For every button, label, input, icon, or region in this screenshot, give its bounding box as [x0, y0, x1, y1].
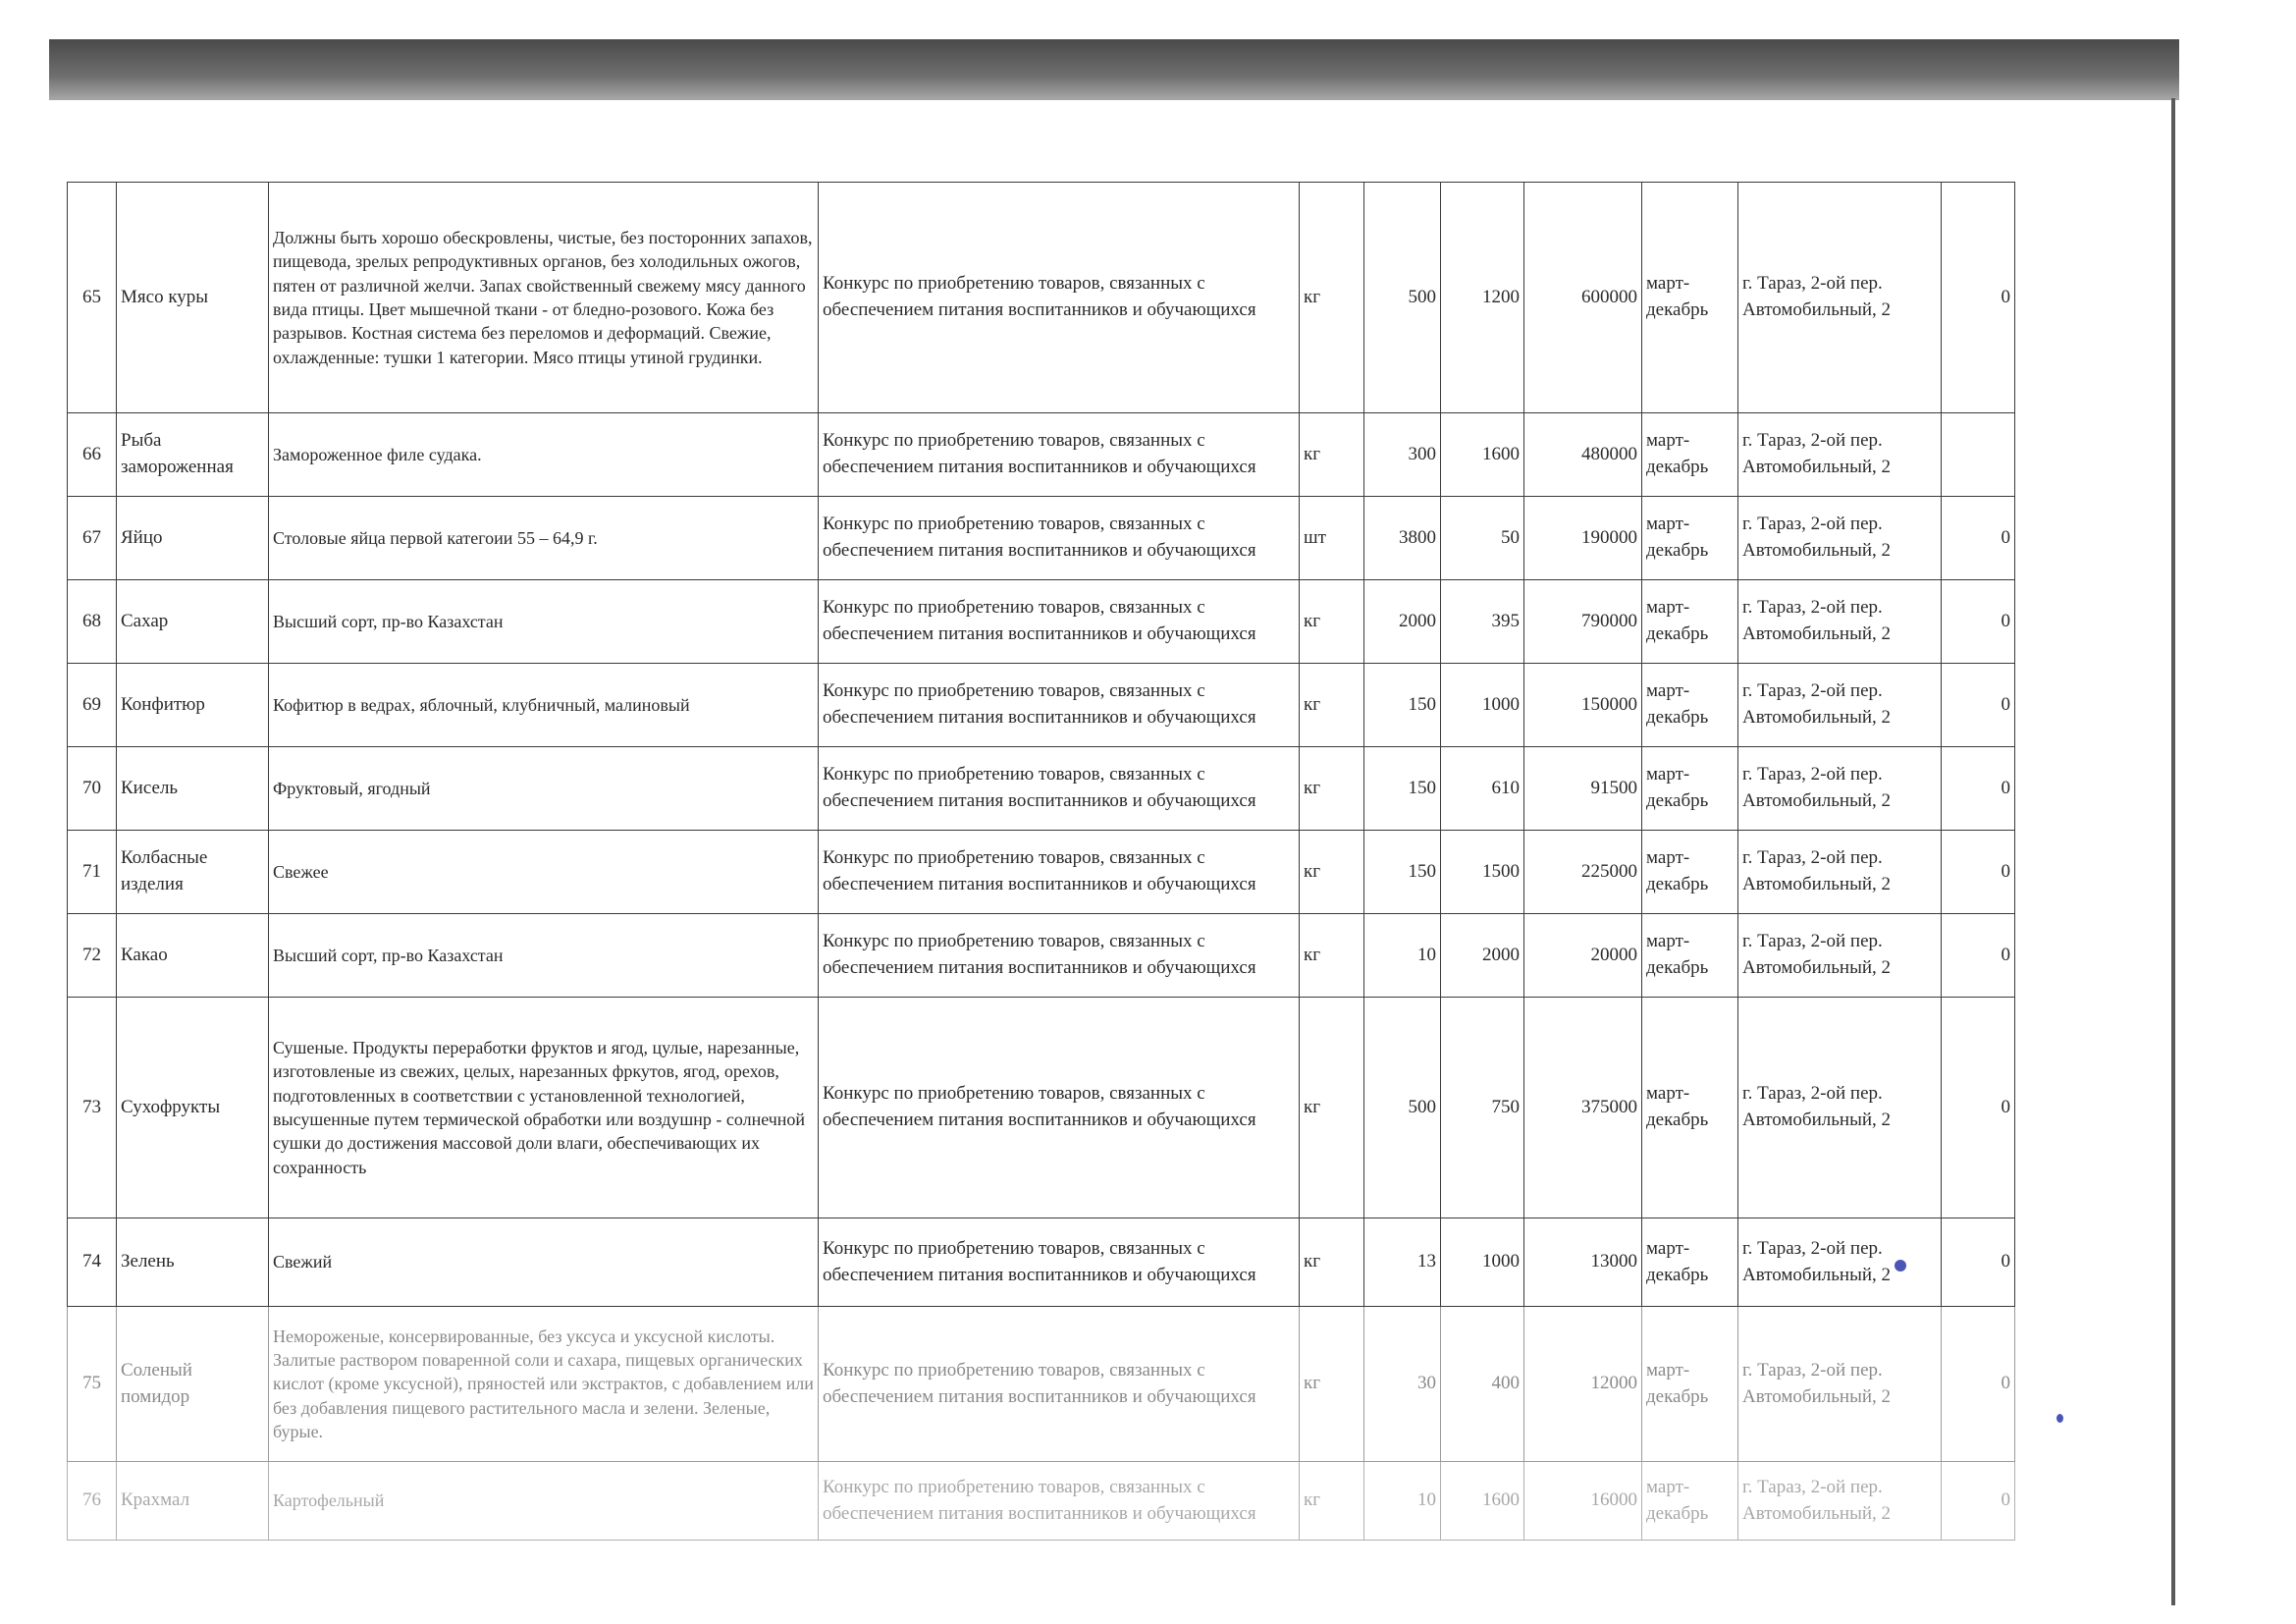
- quantity: 500: [1364, 998, 1441, 1218]
- unit-price: 1500: [1441, 831, 1524, 914]
- unit-price: 1600: [1441, 1462, 1524, 1541]
- item-name: Рыба замороженная: [117, 413, 269, 497]
- delivery-period: март-декабрь: [1642, 1307, 1738, 1462]
- delivery-address: г. Тараз, 2-ой пер. Автомобильный, 2: [1738, 1307, 1942, 1462]
- advance-payment: 0: [1942, 664, 2015, 747]
- advance-payment: 0: [1942, 914, 2015, 998]
- page-edge-line: [2171, 98, 2175, 1605]
- row-number: 74: [68, 1218, 117, 1307]
- item-name: Яйцо: [117, 497, 269, 580]
- unit-of-measure: кг: [1300, 1218, 1364, 1307]
- item-description: Замороженное филе судака.: [269, 413, 819, 497]
- table-row: [68, 1218, 2015, 1307]
- row-number: 67: [68, 497, 117, 580]
- item-name: Мясо куры: [117, 183, 269, 413]
- item-name: Сахар: [117, 580, 269, 664]
- advance-payment: 0: [1942, 497, 2015, 580]
- row-number: 70: [68, 747, 117, 831]
- table-row: [68, 998, 2015, 1218]
- quantity: 150: [1364, 747, 1441, 831]
- total-amount: 190000: [1524, 497, 1642, 580]
- unit-price: 1600: [1441, 413, 1524, 497]
- total-amount: 375000: [1524, 998, 1642, 1218]
- unit-of-measure: кг: [1300, 183, 1364, 413]
- item-description: Должны быть хорошо обескровлены, чистые, без посторонних запахов, пищевода, зрелых репродуктивных органов, без холодильных ожогов, пятен от различной желчи. Запах свойственный свежему мясу данного вида птицы. Цвет мышечной ткани - от бледно-розового. Кожа без разрывов. Костная система без переломов и деформаций. Свежие, охлажденные: тушки 1 категории. Мясо птицы утиной грудинки.: [269, 183, 819, 413]
- item-name: Крахмал: [117, 1462, 269, 1541]
- total-amount: 91500: [1524, 747, 1642, 831]
- row-number: 72: [68, 914, 117, 998]
- delivery-address: г. Тараз, 2-ой пер. Автомобильный, 2: [1738, 1462, 1942, 1541]
- row-number: 73: [68, 998, 117, 1218]
- unit-price: 750: [1441, 998, 1524, 1218]
- item-description: Сушеные. Продукты переработки фруктов и ягод, цулые, нарезанные, изготовленые из свежих, целых, нарезанных фркутов, ягод, орехов, подготовленных в соответствии с установленной технологией, высушенные путем термической обработки или воздушнр - солнечной сушки до достижения массовой доли влаги, обеспечивающих их сохранность: [269, 998, 819, 1218]
- procurement-method: Конкурс по приобретению товаров, связанных с обеспечением питания воспитанников и обучающихся: [819, 413, 1300, 497]
- unit-of-measure: кг: [1300, 831, 1364, 914]
- quantity: 30: [1364, 1307, 1441, 1462]
- delivery-period: март-декабрь: [1642, 497, 1738, 580]
- unit-price: 1000: [1441, 664, 1524, 747]
- quantity: 10: [1364, 914, 1441, 998]
- quantity: 500: [1364, 183, 1441, 413]
- delivery-address: г. Тараз, 2-ой пер. Автомобильный, 2: [1738, 1218, 1942, 1307]
- unit-of-measure: кг: [1300, 1307, 1364, 1462]
- delivery-period: март-декабрь: [1642, 413, 1738, 497]
- delivery-address: г. Тараз, 2-ой пер. Автомобильный, 2: [1738, 497, 1942, 580]
- delivery-period: март-декабрь: [1642, 914, 1738, 998]
- scan-shadow-band: [49, 39, 2179, 100]
- unit-of-measure: кг: [1300, 413, 1364, 497]
- table-row: [68, 413, 2015, 497]
- item-description: Картофельный: [269, 1462, 819, 1541]
- item-name: Кисель: [117, 747, 269, 831]
- delivery-address: г. Тараз, 2-ой пер. Автомобильный, 2: [1738, 413, 1942, 497]
- item-name: Сухофрукты: [117, 998, 269, 1218]
- total-amount: 150000: [1524, 664, 1642, 747]
- procurement-table: [67, 182, 2015, 1541]
- table-row: [68, 664, 2015, 747]
- row-number: 71: [68, 831, 117, 914]
- table-row: [68, 914, 2015, 998]
- unit-of-measure: кг: [1300, 1462, 1364, 1541]
- item-name: Зелень: [117, 1218, 269, 1307]
- advance-payment: 0: [1942, 1307, 2015, 1462]
- item-name: Конфитюр: [117, 664, 269, 747]
- quantity: 150: [1364, 664, 1441, 747]
- quantity: 10: [1364, 1462, 1441, 1541]
- item-name: Какао: [117, 914, 269, 998]
- item-description: Фруктовый, ягодный: [269, 747, 819, 831]
- unit-price: 400: [1441, 1307, 1524, 1462]
- delivery-period: март-декабрь: [1642, 664, 1738, 747]
- delivery-period: март-декабрь: [1642, 580, 1738, 664]
- total-amount: 225000: [1524, 831, 1642, 914]
- delivery-address: г. Тараз, 2-ой пер. Автомобильный, 2: [1738, 998, 1942, 1218]
- unit-price: 610: [1441, 747, 1524, 831]
- advance-payment: [1942, 413, 2015, 497]
- table-row: [68, 1462, 2015, 1541]
- table-row: [68, 497, 2015, 580]
- total-amount: 600000: [1524, 183, 1642, 413]
- total-amount: 20000: [1524, 914, 1642, 998]
- advance-payment: 0: [1942, 998, 2015, 1218]
- table-row: [68, 580, 2015, 664]
- item-description: Высший сорт, пр-во Казахстан: [269, 580, 819, 664]
- row-number: 69: [68, 664, 117, 747]
- procurement-method: Конкурс по приобретению товаров, связанных с обеспечением питания воспитанников и обучающихся: [819, 914, 1300, 998]
- procurement-method: Конкурс по приобретению товаров, связанных с обеспечением питания воспитанников и обучающихся: [819, 497, 1300, 580]
- unit-price: 50: [1441, 497, 1524, 580]
- unit-of-measure: кг: [1300, 914, 1364, 998]
- total-amount: 480000: [1524, 413, 1642, 497]
- delivery-address: г. Тараз, 2-ой пер. Автомобильный, 2: [1738, 183, 1942, 413]
- row-number: 66: [68, 413, 117, 497]
- quantity: 13: [1364, 1218, 1441, 1307]
- quantity: 300: [1364, 413, 1441, 497]
- delivery-period: март-декабрь: [1642, 831, 1738, 914]
- advance-payment: 0: [1942, 1218, 2015, 1307]
- unit-of-measure: кг: [1300, 664, 1364, 747]
- delivery-address: г. Тараз, 2-ой пер. Автомобильный, 2: [1738, 664, 1942, 747]
- table-row: [68, 747, 2015, 831]
- procurement-method: Конкурс по приобретению товаров, связанных с обеспечением питания воспитанников и обучающихся: [819, 1307, 1300, 1462]
- unit-of-measure: шт: [1300, 497, 1364, 580]
- item-name: Соленый помидор: [117, 1307, 269, 1462]
- total-amount: 16000: [1524, 1462, 1642, 1541]
- item-name: Колбасные изделия: [117, 831, 269, 914]
- total-amount: 12000: [1524, 1307, 1642, 1462]
- unit-price: 1200: [1441, 183, 1524, 413]
- delivery-period: март-декабрь: [1642, 183, 1738, 413]
- delivery-address: г. Тараз, 2-ой пер. Автомобильный, 2: [1738, 831, 1942, 914]
- procurement-method: Конкурс по приобретению товаров, связанных с обеспечением питания воспитанников и обучающихся: [819, 580, 1300, 664]
- delivery-address: г. Тараз, 2-ой пер. Автомобильный, 2: [1738, 747, 1942, 831]
- item-description: Немороженые, консервированные, без уксуса и уксусной кислоты. Залитые раствором поваренной соли и сахара, пищевых органических кислот (кроме уксусной), пряностей или экстрактов, с добавлением или без добавления пищевого растительного масла и зелени. Зеленые, бурые.: [269, 1307, 819, 1462]
- table-row: [68, 1307, 2015, 1462]
- row-number: 76: [68, 1462, 117, 1541]
- unit-of-measure: кг: [1300, 747, 1364, 831]
- item-description: Свежий: [269, 1218, 819, 1307]
- procurement-method: Конкурс по приобретению товаров, связанных с обеспечением питания воспитанников и обучающихся: [819, 1218, 1300, 1307]
- unit-of-measure: кг: [1300, 998, 1364, 1218]
- procurement-method: Конкурс по приобретению товаров, связанных с обеспечением питания воспитанников и обучающихся: [819, 1462, 1300, 1541]
- procurement-method: Конкурс по приобретению товаров, связанных с обеспечением питания воспитанников и обучающихся: [819, 664, 1300, 747]
- delivery-address: г. Тараз, 2-ой пер. Автомобильный, 2: [1738, 580, 1942, 664]
- advance-payment: 0: [1942, 747, 2015, 831]
- item-description: Высший сорт, пр-во Казахстан: [269, 914, 819, 998]
- total-amount: 790000: [1524, 580, 1642, 664]
- row-number: 65: [68, 183, 117, 413]
- unit-of-measure: кг: [1300, 580, 1364, 664]
- procurement-method: Конкурс по приобретению товаров, связанных с обеспечением питания воспитанников и обучающихся: [819, 747, 1300, 831]
- procurement-method: Конкурс по приобретению товаров, связанных с обеспечением питания воспитанников и обучающихся: [819, 183, 1300, 413]
- advance-payment: 0: [1942, 580, 2015, 664]
- ink-blot: [2056, 1414, 2063, 1423]
- unit-price: 1000: [1441, 1218, 1524, 1307]
- quantity: 3800: [1364, 497, 1441, 580]
- delivery-period: март-декабрь: [1642, 998, 1738, 1218]
- table-row: [68, 831, 2015, 914]
- item-description: Столовые яйца первой категоии 55 – 64,9 г.: [269, 497, 819, 580]
- quantity: 150: [1364, 831, 1441, 914]
- item-description: Кофитюр в ведрах, яблочный, клубничный, малиновый: [269, 664, 819, 747]
- delivery-period: март-декабрь: [1642, 747, 1738, 831]
- delivery-period: март-декабрь: [1642, 1462, 1738, 1541]
- quantity: 2000: [1364, 580, 1441, 664]
- total-amount: 13000: [1524, 1218, 1642, 1307]
- procurement-method: Конкурс по приобретению товаров, связанных с обеспечением питания воспитанников и обучающихся: [819, 831, 1300, 914]
- row-number: 75: [68, 1307, 117, 1462]
- table-body: [68, 183, 2015, 1541]
- procurement-method: Конкурс по приобретению товаров, связанных с обеспечением питания воспитанников и обучающихся: [819, 998, 1300, 1218]
- delivery-period: март-декабрь: [1642, 1218, 1738, 1307]
- unit-price: 2000: [1441, 914, 1524, 998]
- advance-payment: 0: [1942, 1462, 2015, 1541]
- delivery-address: г. Тараз, 2-ой пер. Автомобильный, 2: [1738, 914, 1942, 998]
- item-description: Свежее: [269, 831, 819, 914]
- row-number: 68: [68, 580, 117, 664]
- advance-payment: 0: [1942, 183, 2015, 413]
- unit-price: 395: [1441, 580, 1524, 664]
- table-row: [68, 183, 2015, 413]
- advance-payment: 0: [1942, 831, 2015, 914]
